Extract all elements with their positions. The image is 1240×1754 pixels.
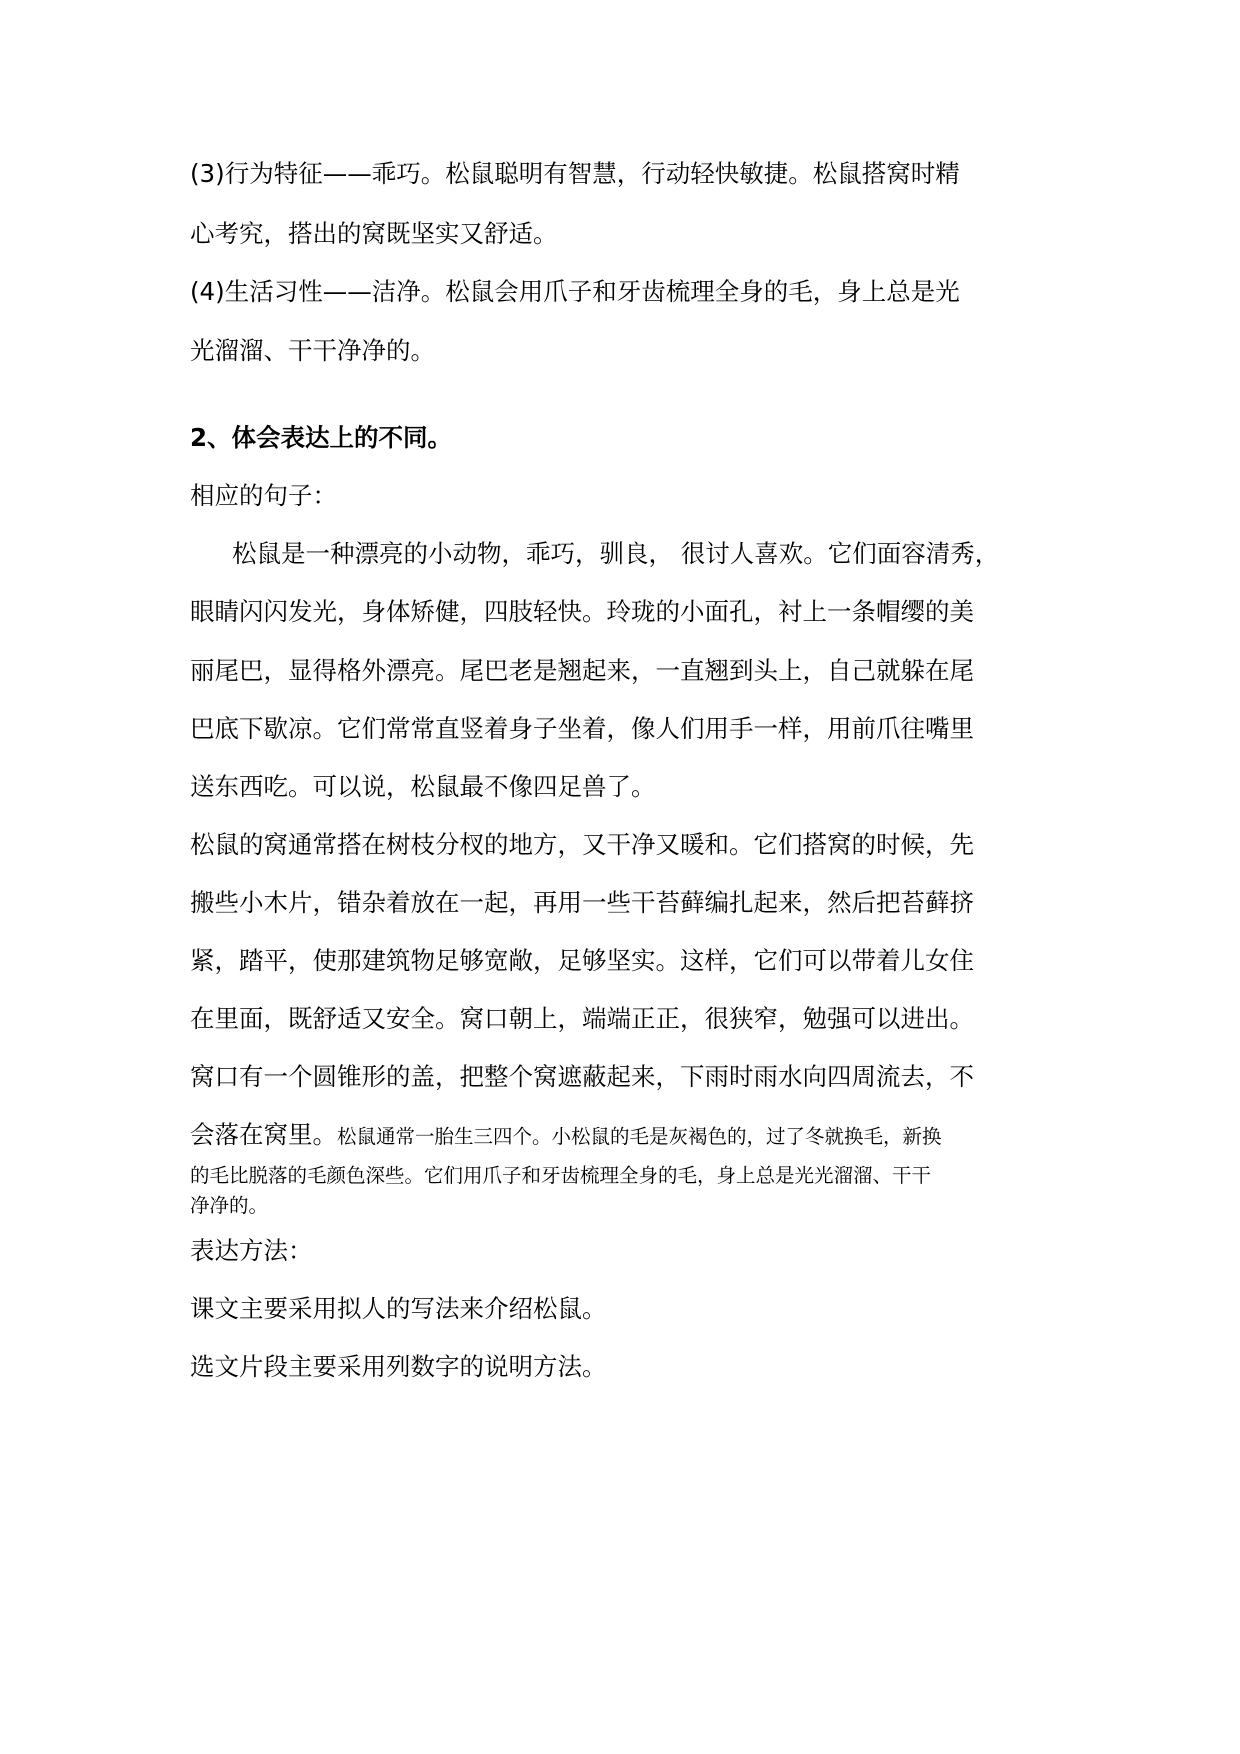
section-heading: 2、体会表达上的不同。 [190, 423, 453, 452]
passage-line-2: 眼睛闪闪发光，身体矫健，四肢轻快。玲珑的小面孔，衬上一条帽缨的美 [190, 597, 974, 626]
passage-line-10: 窝口有一个圆锥形的盖，把整个窝遮蔽起来，下雨时雨水向四周流去，不 [190, 1062, 974, 1091]
passage-line-mixed [190, 1120, 942, 1149]
method-line-1: 课文主要采用拟人的写法来介绍松鼠。 [190, 1294, 607, 1323]
passage-line-3: 丽尾巴，显得格外漂亮。尾巴老是翘起来，一直翘到头上，自己就躲在尾 [190, 656, 974, 685]
method-label: 表达方法： [190, 1236, 313, 1265]
text-line-behavior-2: 心考究，搭出的窝既坚实又舒适。 [190, 219, 558, 248]
text-line-habit-1: (4)生活习性——洁净。松鼠会用爪子和牙齿梳理全身的毛，身上总是光 [190, 277, 960, 306]
passage-line-1: 松鼠是一种漂亮的小动物，乖巧，驯良， 很讨人喜欢。它们面容清秀， [232, 539, 1000, 568]
text-line-behavior-1: (3)行为特征——乖巧。松鼠聪明有智慧，行动轻快敏捷。松鼠搭窝时精 [190, 159, 960, 188]
passage-line-7: 搬些小木片，错杂着放在一起，再用一些干苔藓编扎起来，然后把苔藓挤 [190, 888, 974, 917]
text-line-habit-2: 光溜溜、干干净净的。 [190, 336, 435, 365]
passage-line-mixed-small: 松鼠通常一胎生三四个。小松鼠的毛是灰褐色的，过了冬就换毛，新换 [337, 1125, 942, 1148]
passage-line-6: 松鼠的窝通常搭在树枝分杈的地方，又干净又暖和。它们搭窝的时候，先 [190, 830, 974, 859]
passage-small-line-1: 的毛比脱落的毛颜色深些。它们用爪子和牙齿梳理全身的毛，身上总是光光溜溜、干干 [190, 1164, 932, 1187]
method-line-2: 选文片段主要采用列数字的说明方法。 [190, 1352, 607, 1381]
passage-line-4: 巴底下歇凉。它们常常直竖着身子坐着，像人们用手一样，用前爪往嘴里 [190, 714, 974, 743]
passage-line-9: 在里面，既舒适又安全。窝口朝上，端端正正，很狭窄，勉强可以进出。 [190, 1004, 974, 1033]
passage-line-5: 送东西吃。可以说，松鼠最不像四足兽了。 [190, 772, 656, 801]
passage-line-8: 紧，踏平，使那建筑物足够宽敞，足够坚实。这样，它们可以带着儿女住 [190, 946, 974, 975]
passage-line-mixed-large: 会落在窝里。 [190, 1120, 337, 1149]
sentences-label: 相应的句子： [190, 481, 337, 510]
passage-small-line-2: 净净的。 [190, 1194, 269, 1217]
